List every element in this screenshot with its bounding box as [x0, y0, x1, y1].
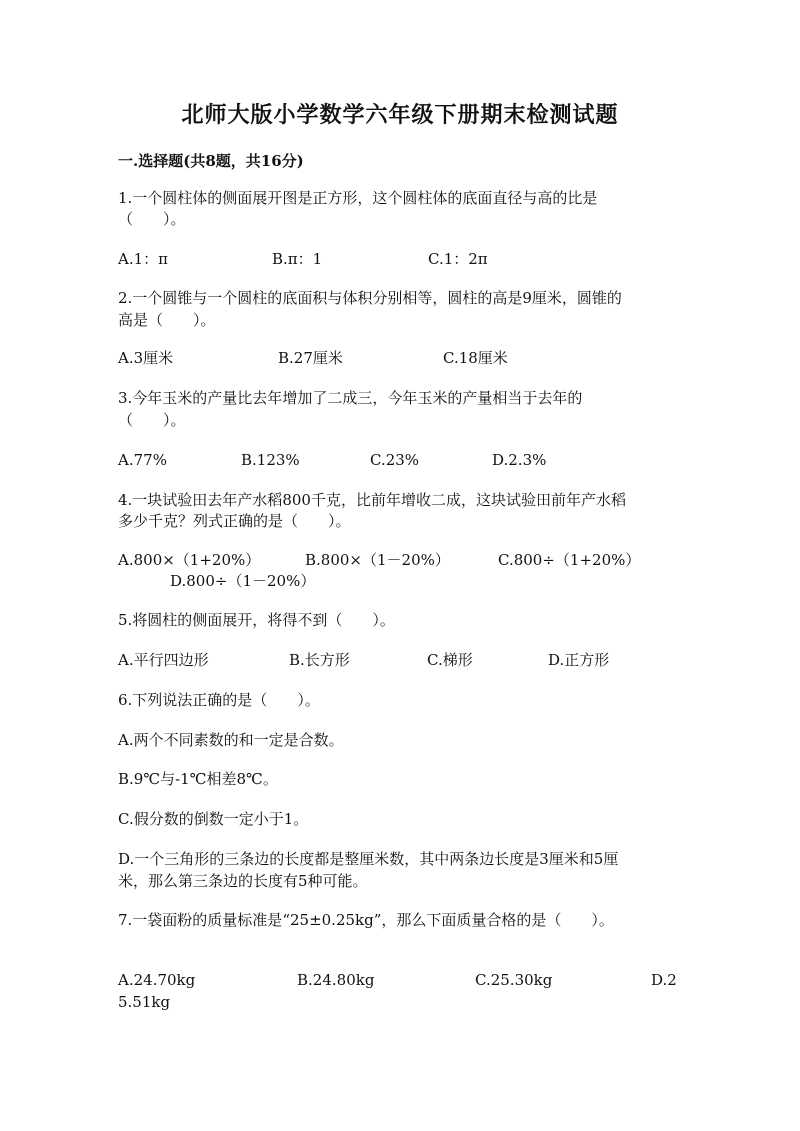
q6-option-c: C.假分数的倒数一定小于1。	[118, 810, 309, 828]
q7-option-c: C.25.30kg	[475, 971, 553, 989]
q5-option-b: B.长方形	[289, 651, 350, 669]
q3-option-c: C.23%	[370, 451, 420, 469]
page-title: 北师大版小学数学六年级下册期末检测试题	[181, 102, 619, 128]
q2-option-a: A.3厘米	[118, 349, 174, 367]
section-heading: 一.选择题(共8题，共16分)	[118, 152, 304, 170]
q5-option-d: D.正方形	[548, 651, 610, 669]
q4-option-a: A.800×（1+20%）	[118, 551, 261, 569]
question-2-text: 2.一个圆锥与一个圆柱的底面积与体积分别相等，圆柱的高是9厘米，圆锥的	[118, 289, 622, 307]
q6-option-a: A.两个不同素数的和一定是合数。	[118, 731, 344, 749]
q4-option-d: D.800÷（1－20%）	[170, 572, 316, 590]
question-4-text-cont: 多少千克？列式正确的是（ ）。	[118, 512, 351, 530]
question-2-text-cont: 高是（ ）。	[118, 311, 216, 329]
q6-option-b: B.9℃与-1℃相差8℃。	[118, 770, 278, 788]
q4-option-c: C.800÷（1+20%）	[498, 551, 641, 569]
question-5-text: 5.将圆柱的侧面展开，将得不到（ ）。	[118, 611, 395, 629]
question-4-text: 4.一块试验田去年产水稻800千克，比前年增收二成，这块试验田前年产水稻	[118, 491, 626, 509]
q1-option-b: B.π：1	[272, 250, 323, 268]
q3-option-b: B.123%	[241, 451, 300, 469]
q5-option-a: A.平行四边形	[118, 651, 209, 669]
q7-option-d: D.2	[651, 971, 677, 989]
q6-option-d-cont: 米，那么第三条边的长度有5种可能。	[118, 872, 368, 890]
question-1-text-cont: （ ）。	[118, 210, 186, 228]
q6-option-d: D.一个三角形的三条边的长度都是整厘米数，其中两条边长度是3厘米和5厘	[118, 850, 619, 868]
question-7-text: 7.一袋面粉的质量标准是“25±0.25kg”，那么下面质量合格的是（ ）。	[118, 911, 614, 929]
q3-option-d: D.2.3%	[492, 451, 547, 469]
question-6-text: 6.下列说法正确的是（ ）。	[118, 691, 320, 709]
q1-option-a: A.1：π	[118, 250, 169, 268]
question-1-text: 1.一个圆柱体的侧面展开图是正方形，这个圆柱体的底面直径与高的比是	[118, 189, 598, 207]
q7-option-d-cont: 5.51kg	[118, 993, 171, 1011]
q7-option-a: A.24.70kg	[118, 971, 196, 989]
question-3-text: 3.今年玉米的产量比去年增加了二成三，今年玉米的产量相当于去年的	[118, 389, 583, 407]
q2-option-c: C.18厘米	[443, 349, 508, 367]
q2-option-b: B.27厘米	[278, 349, 343, 367]
q5-option-c: C.梯形	[427, 651, 473, 669]
q4-option-b: B.800×（1－20%）	[305, 551, 450, 569]
question-3-text-cont: （ ）。	[118, 411, 186, 429]
q7-option-b: B.24.80kg	[297, 971, 375, 989]
q1-option-c: C.1：2π	[428, 250, 488, 268]
q3-option-a: A.77%	[118, 451, 167, 469]
